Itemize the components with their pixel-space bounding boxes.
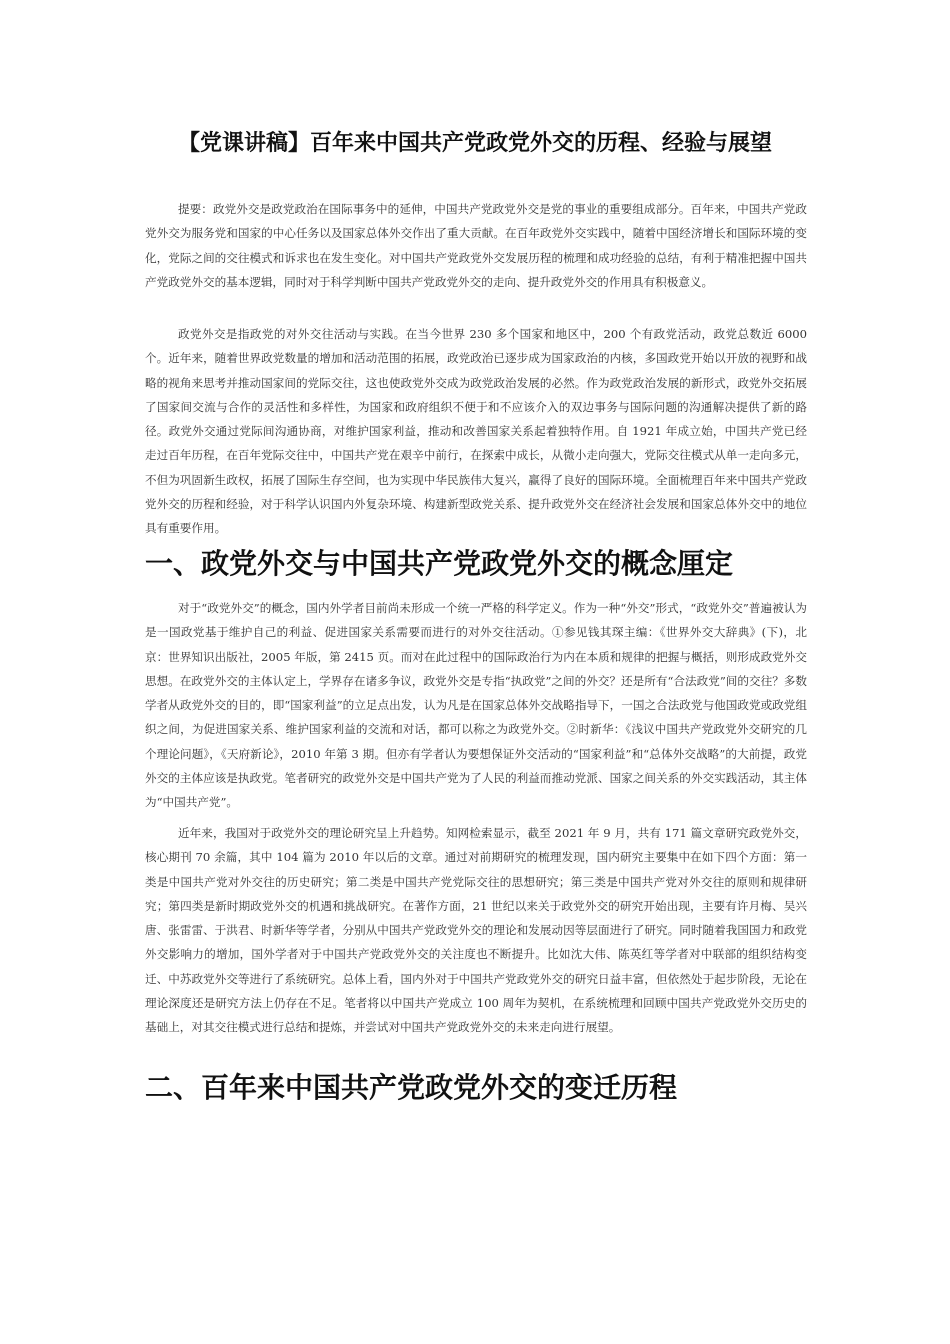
section-1-paragraph-1: 对于“政党外交”的概念，国内外学者目前尚未形成一个统一严格的科学定义。作为一种“外交”形式，“政党外交”普遍被认为是一国政党基于维护自己的利益、促进国家关系需要而进行的对外交往活动。①参见钱其琛主编：《世界外交大辞典》(下)，北京：世界知识出版社，2005 年版，第 2415 页。而对在此过程中的国际政治行为内在本质和规律的把握与概括，则形成政党外交思想。在政党外交的主体认定上，学界存在诸多争议，政党外交是专指“执政党”之间的外交？还是所有“合法政党”间的交往？多数学者从政党外交的目的，即“国家利益”的立足点出发，认为凡是在国家总体外交战略指导下，一国之合法政党与他国政党或政党组织之间，为促进国家关系、维护国家利益的交流和对话，都可以称之为政党外交。②时新华：《浅议中国共产党政党外交研究的几个理论问题》，《天府新论》，2010 年第 3 期。但亦有学者认为要想保证外交活动的“国家利益”和“总体外交战略”的大前提，政党外交的主体应该是执政党。笔者研究的政党外交是中国共产党为了人民的利益而推动党派、国家之间关系的外交实践活动，其主体为“中国共产党”。: [145, 601, 807, 810]
intro-paragraph: 政党外交是指政党的对外交往活动与实践。在当今世界 230 多个国家和地区中，200 个有政党活动，政党总数近 6000 个。近年来，随着世界政党数量的增加和活动范围的拓展，政党政治已逐步成为国家政治的内核，多国政党开始以开放的视野和战略的视角来思考并推动国家间的党际交往，这也使政党外交成为政党政治发展的必然。作为政党政治发展的新形式，政党外交拓展了国家间交流与合作的灵活性和多样性，为国家和政府组织不便于和不应该介入的双边事务与国际问题的沟通解决提供了新的路径。政党外交通过党际间沟通协商，对维护国家利益，推动和改善国家关系起着独特作用。自 1921 年成立始，中国共产党已经走过百年历程，在百年党际交往中，中国共产党在艰辛中前行，在探索中成长，从微小走向强大，党际交往模式从单一走向多元，不但为巩固新生政权，拓展了国际生存空间，也为实现中华民族伟大复兴，赢得了良好的国际环境。全面梳理百年来中国共产党政党外交的历程和经验，对于科学认识国内外复杂环境、构建新型政党关系、提升政党外交在经济社会发展和国家总体外交中的地位具有重要作用。: [145, 327, 807, 536]
document-title: 【党课讲稿】百年来中国共产党政党外交的历程、经验与展望: [178, 131, 773, 156]
section-1-heading: 一、政党外交与中国共产党政党外交的概念厘定: [145, 547, 734, 580]
section-1-paragraph-2: 近年来，我国对于政党外交的理论研究呈上升趋势。知网检索显示，截至 2021 年 9 月，共有 171 篇文章研究政党外交，核心期刊 70 余篇，其中 104 篇为 2010 年以后的文章。通过对前期研究的梳理发现，国内研究主要集中在如下四个方面：第一类是中国共产党对外交往的历史研究；第二类是中国共产党党际交往的思想研究；第三类是中国共产党对外交往的原则和规律研究；第四类是新时期政党外交的机遇和挑战研究。在著作方面，21 世纪以来关于政党外交的研究开始出现，主要有许月梅、吴兴唐、张雷雷、于洪君、时新华等学者，分别从中国共产党政党外交的理论和发展动因等层面进行了研究。同时随着我国国力和政党外交影响力的增加，国外学者对于中国共产党政党外交的关注度也不断提升。比如沈大伟、陈英红等学者对中联部的组织结构变迁、中苏政党外交等进行了系统研究。总体上看，国内外对于中国共产党政党外交的研究日益丰富，但依然处于起步阶段，无论在理论深度还是研究方法上仍存在不足。笔者将以中国共产党成立 100 周年为契机，在系统梳理和回顾中国共产党政党外交历史的基础上，对其交往模式进行总结和提炼，并尝试对中国共产党政党外交的未来走向进行展望。: [145, 826, 807, 1035]
abstract-paragraph: 提要：政党外交是政党政治在国际事务中的延伸，中国共产党政党外交是党的事业的重要组成部分。百年来，中国共产党政党外交为服务党和国家的中心任务以及国家总体外交作出了重大贡献。在百年政党外交实践中，随着中国经济增长和国际环境的变化，党际之间的交往模式和诉求也在发生变化。对中国共产党政党外交发展历程的梳理和成功经验的总结，有利于精准把握中国共产党政党外交的基本逻辑，同时对于科学判断中国共产党政党外交的走向、提升政党外交的作用具有积极意义。: [145, 202, 807, 289]
section-2-heading: 二、百年来中国共产党政党外交的变迁历程: [145, 1071, 678, 1104]
